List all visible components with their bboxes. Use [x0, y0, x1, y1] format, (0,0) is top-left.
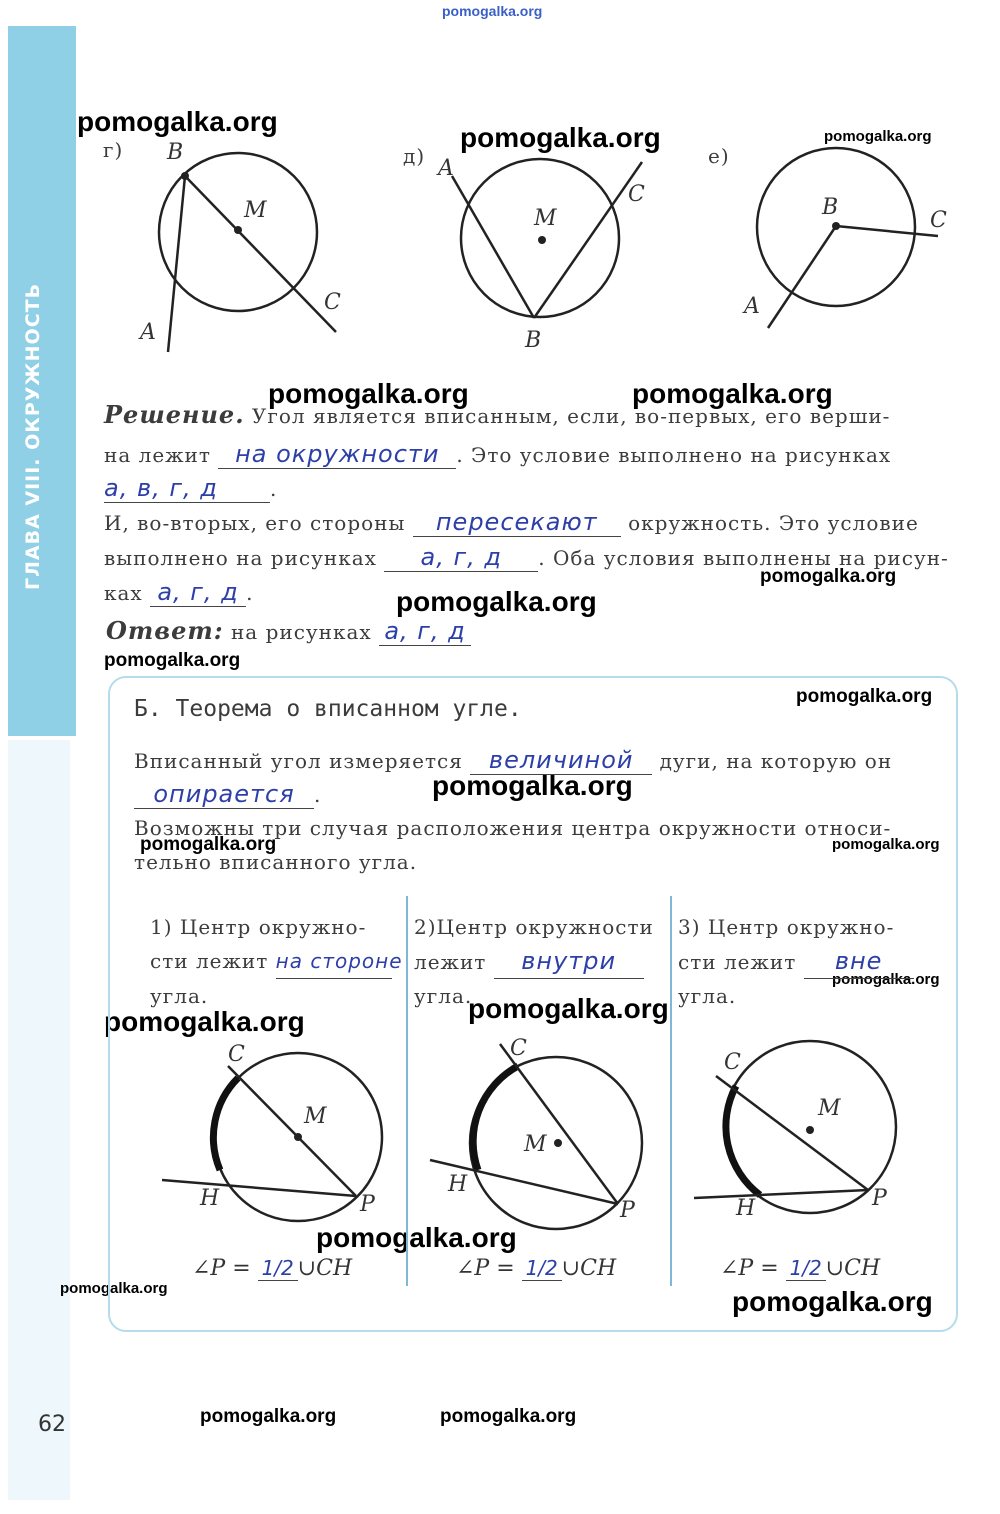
watermark: pomogalka.org: [832, 836, 940, 853]
figure-g-point-label: A: [140, 320, 156, 345]
case-text: угла.: [678, 984, 737, 1008]
figure-e-line-bc: [836, 226, 938, 236]
case-1-text: [150, 910, 403, 1013]
watermark: pomogalka.org: [632, 378, 833, 409]
case-1-point-c: C: [228, 1042, 245, 1067]
case-1-point-m: M: [304, 1104, 327, 1129]
solution-line-5: [104, 543, 949, 572]
solution-text: ках: [104, 581, 143, 605]
case-text: 2)Центр окружности: [414, 915, 654, 939]
watermark: pomogalka.org: [396, 586, 597, 617]
chapter-title: ГЛАВА VIII. ОКРУЖНОСТЬ: [22, 282, 44, 590]
case-2-point-h: H: [448, 1172, 468, 1197]
figure-g-point-label: C: [324, 290, 341, 315]
answer-text: на рисунках: [230, 620, 372, 644]
figure-e-label: е): [708, 144, 730, 168]
case-2-point-m: M: [524, 1132, 547, 1157]
case-3-point-p: P: [872, 1186, 887, 1211]
figure-d-center: [538, 236, 546, 244]
case-2-point-p: P: [620, 1198, 635, 1223]
formula-text: ∠P =: [456, 1256, 515, 1281]
watermark: pomogalka.org: [77, 106, 278, 137]
case-2-text: [414, 910, 654, 1013]
section-b-line-1: [134, 746, 892, 775]
figure-d-point-label: A: [438, 156, 454, 181]
solution-text: окружность. Это условие: [628, 511, 919, 535]
solution-line-4: [104, 508, 919, 537]
solution-text: выполнено на рисунках: [104, 546, 377, 570]
figure-g-center: [234, 226, 242, 234]
handwritten-answer: величиной: [470, 746, 652, 775]
formula-text: ∠P =: [192, 1256, 251, 1281]
case-3-point-h: H: [736, 1196, 756, 1221]
section-b-text: Вписанный угол измеряется: [134, 749, 463, 773]
handwritten-answer: 1/2: [522, 1256, 562, 1281]
formula-text: ∪CH: [297, 1256, 353, 1281]
section-b-line-2: [134, 780, 321, 809]
case-3-center: [806, 1126, 814, 1134]
section-b-text: дуги, на которую он: [659, 749, 893, 773]
case-3-formula: [720, 1256, 880, 1281]
handwritten-answer: 1/2: [786, 1256, 826, 1281]
handwritten-answer: вне: [804, 944, 914, 979]
handwritten-answer: а, г, д: [150, 578, 246, 607]
handwritten-answer: а, в, г, д: [104, 474, 270, 503]
case-3-line-ph: [694, 1190, 868, 1198]
watermark: pomogalka.org: [796, 686, 933, 707]
bottom-figures: [0, 1030, 1000, 1260]
case-1-line-ph: [162, 1180, 356, 1196]
watermark: pomogalka.org: [104, 650, 241, 671]
handwritten-answer: 1/2: [258, 1256, 298, 1281]
formula-text: ∪CH: [825, 1256, 881, 1281]
figure-g-point-b: [181, 172, 189, 180]
case-text: угла.: [150, 984, 209, 1008]
handwritten-answer: на стороне: [276, 944, 392, 979]
solution-text: . Это условие выполнено на рисунках: [456, 443, 892, 467]
solution-text: .: [270, 477, 278, 501]
figure-g-point-label: M: [244, 198, 267, 223]
figure-g-label: г): [103, 138, 124, 162]
figure-d-line-ba: [452, 176, 534, 318]
solution-text: . Оба условия выполнены на рисун-: [538, 546, 949, 570]
watermark: pomogalka.org: [460, 122, 661, 153]
figure-e-point-b: [832, 222, 840, 230]
section-b-title: Б. Теорема о вписанном угле.: [134, 696, 522, 722]
case-2-point-c: C: [510, 1036, 527, 1061]
case-3-text: [678, 910, 914, 1013]
case-text: сти лежит: [678, 950, 797, 974]
page-number: 62: [38, 1412, 66, 1437]
handwritten-answer: опирается: [134, 780, 314, 809]
answer-line: [106, 616, 471, 646]
solution-line-2: [104, 440, 891, 469]
handwritten-answer: а, г, д: [379, 617, 471, 646]
watermark: pomogalka.org: [200, 1406, 337, 1427]
formula-text: ∪CH: [561, 1256, 617, 1281]
case-2-formula: [456, 1256, 616, 1281]
watermark: pomogalka.org: [832, 971, 940, 988]
watermark: pomogalka.org: [440, 1406, 577, 1427]
watermark: pomogalka.org: [316, 1222, 517, 1253]
figure-d-point-label: B: [525, 328, 542, 353]
formula-text: ∠P =: [720, 1256, 779, 1281]
case-1-line-pc: [228, 1066, 356, 1196]
case-1-point-p: P: [360, 1192, 375, 1217]
solution-text: на лежит: [104, 443, 211, 467]
watermark: pomogalka.org: [468, 993, 669, 1024]
case-text: угла.: [414, 984, 473, 1008]
handwritten-answer: внутри: [494, 944, 644, 979]
case-3-point-c: C: [724, 1050, 741, 1075]
watermark: pomogalka.org: [104, 1006, 305, 1037]
handwritten-answer: пересекают: [413, 508, 621, 537]
solution-line-3: [104, 474, 277, 503]
figure-d-line-bc: [534, 162, 642, 318]
case-1-point-h: H: [200, 1186, 220, 1211]
case-2-arc-ch: [473, 1066, 518, 1170]
case-text: лежит: [414, 950, 487, 974]
figure-d-point-label: M: [534, 206, 557, 231]
watermark: pomogalka.org: [824, 128, 932, 145]
figure-g-line-ba: [168, 176, 185, 352]
section-b-line-4: тельно вписанного угла.: [134, 850, 418, 874]
watermark: pomogalka.org: [60, 1280, 168, 1297]
solution-line-1: [104, 400, 890, 429]
case-1-arc-ch: [213, 1078, 238, 1170]
watermark: pomogalka.org: [442, 3, 543, 19]
handwritten-answer: на окружности: [218, 440, 456, 469]
figure-e-point-label: C: [930, 208, 947, 233]
solution-heading: Решение.: [104, 400, 245, 429]
solution-line-6: [104, 578, 253, 607]
section-b-text: .: [314, 783, 322, 807]
solution-text: И, во-вторых, его стороны: [104, 511, 406, 535]
figure-g-point-label: B: [167, 140, 184, 165]
watermark: pomogalka.org: [432, 770, 633, 801]
case-1-formula: [192, 1256, 352, 1281]
watermark: pomogalka.org: [732, 1286, 933, 1317]
solution-text: .: [246, 581, 254, 605]
case-text: 1) Центр окружно-: [150, 915, 367, 939]
solution-text: Угол является вписанным, если, во-первых, его верши-: [251, 404, 891, 428]
figure-e-point-label: A: [744, 294, 760, 319]
case-2-center: [554, 1139, 562, 1147]
watermark: pomogalka.org: [268, 378, 469, 409]
figure-e-line-ba: [768, 226, 836, 328]
handwritten-answer: а, г, д: [384, 543, 538, 572]
answer-label: Ответ:: [106, 616, 224, 645]
watermark: pomogalka.org: [140, 834, 277, 855]
section-b-line-3: Возможны три случая расположения центра окружности относи-: [134, 816, 892, 840]
figure-d-label: д): [403, 144, 426, 168]
case-3-arc-ch: [726, 1086, 760, 1195]
case-text: сти лежит: [150, 949, 269, 973]
case-1-center: [294, 1133, 302, 1141]
watermark: pomogalka.org: [760, 566, 897, 587]
figure-e-point-label: B: [822, 195, 839, 220]
case-text: 3) Центр окружно-: [678, 915, 895, 939]
case-3-point-m: M: [818, 1096, 841, 1121]
figure-d-point-label: C: [628, 182, 645, 207]
